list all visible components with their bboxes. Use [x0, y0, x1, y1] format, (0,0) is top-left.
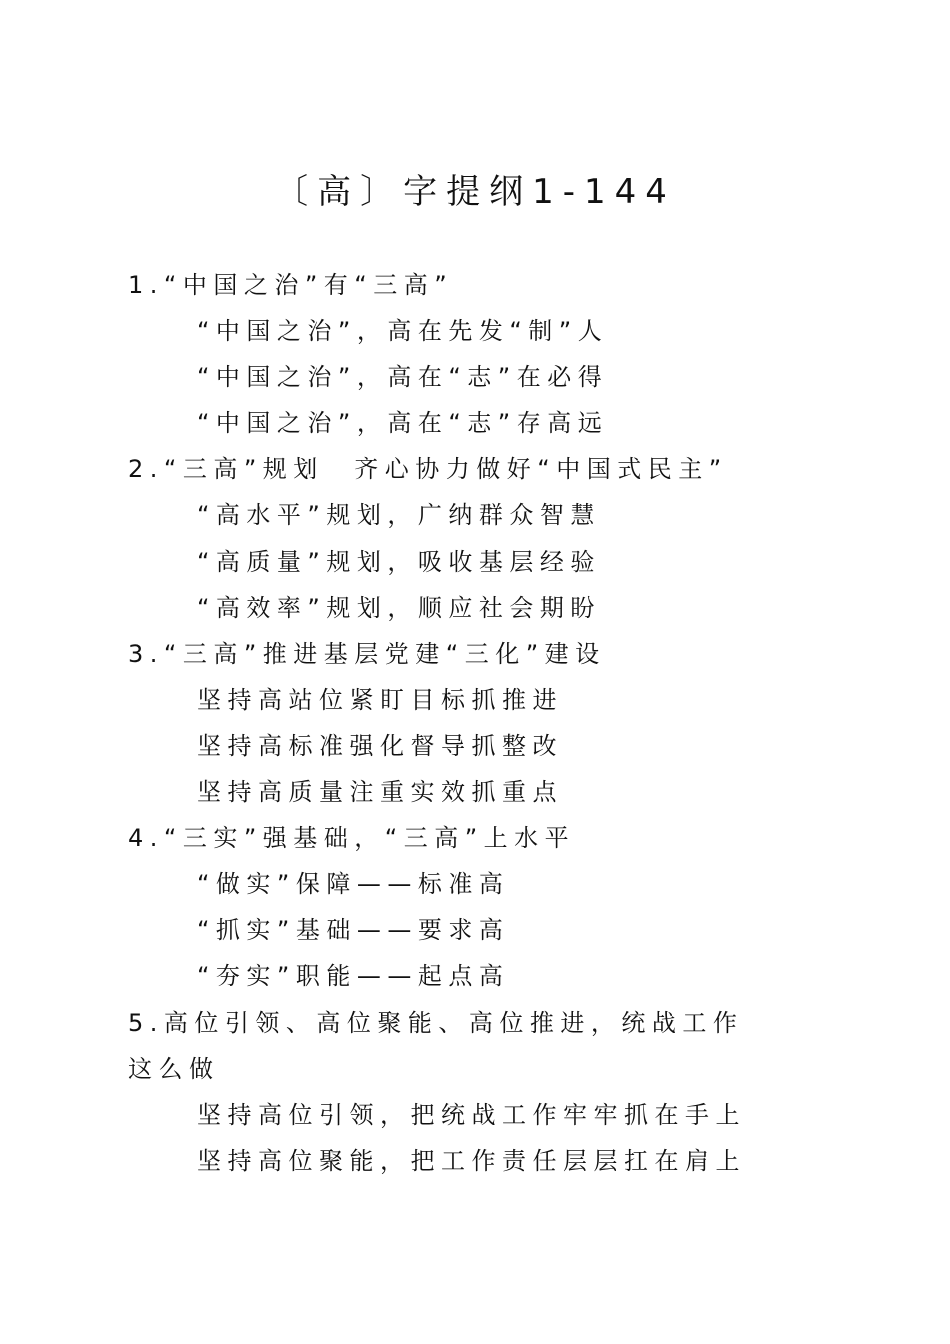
section-1-item: “中国之治”，高在“志”存高远: [197, 409, 609, 438]
section-2-heading: 2.“三高”规划 齐心协力做好“中国式民主”: [128, 455, 728, 484]
document-title: 〔高〕字提纲1-144: [274, 172, 676, 212]
section-4-item: “做实”保障——标准高: [197, 870, 510, 899]
section-1-item: “中国之治”，高在先发“制”人: [197, 317, 609, 346]
section-2-item: “高质量”规划，吸收基层经验: [197, 547, 601, 576]
section-5-heading-line-1: 5.高位引领、高位聚能、高位推进，统战工作: [128, 1008, 744, 1037]
section-4-heading: 4.“三实”强基础，“三高”上水平: [128, 824, 576, 853]
section-1-heading: 1.“中国之治”有“三高”: [128, 271, 454, 299]
section-1-item: “中国之治”，高在“志”在必得: [197, 363, 609, 392]
section-3-heading: 3.“三高”推进基层党建“三化”建设: [128, 639, 606, 668]
section-5-heading-line-2: 这么做: [128, 1054, 220, 1083]
section-3-item: 坚持高标准强化督导抓整改: [197, 731, 563, 760]
section-5-item: 坚持高位聚能，把工作责任层层扛在肩上: [197, 1146, 746, 1175]
document-body: [128, 262, 828, 1184]
section-3-item: 坚持高质量注重实效抓重点: [197, 778, 563, 807]
section-4-item: “夯实”职能——起点高: [197, 962, 510, 991]
section-5-item: 坚持高位引领，把统战工作牢牢抓在手上: [197, 1100, 746, 1129]
section-2-item: “高水平”规划，广纳群众智慧: [197, 501, 601, 530]
section-3-item: 坚持高站位紧盯目标抓推进: [197, 685, 563, 714]
section-4-item: “抓实”基础——要求高: [197, 916, 510, 945]
section-2-item: “高效率”规划，顺应社会期盼: [197, 593, 601, 622]
